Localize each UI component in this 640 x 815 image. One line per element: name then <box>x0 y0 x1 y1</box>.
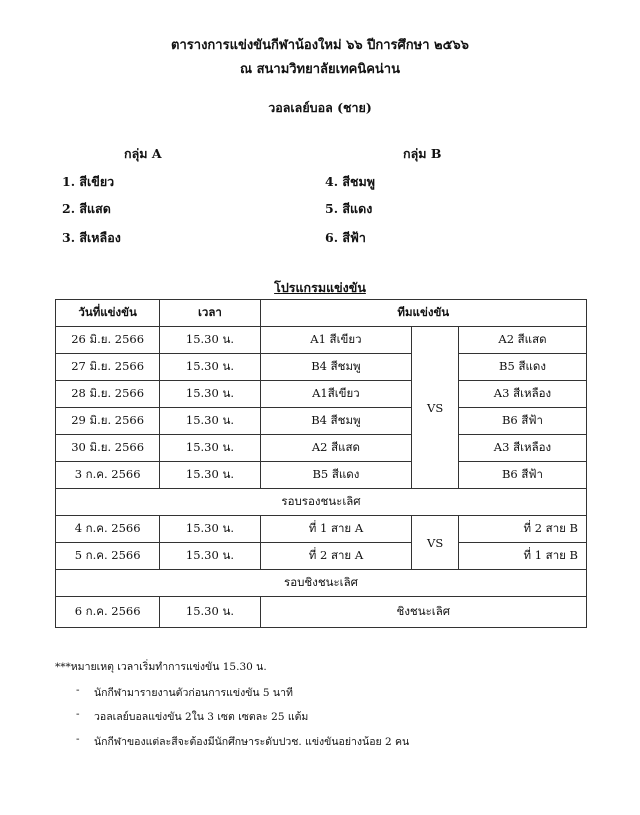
match-date: 4 ก.ค. 2566 <box>56 516 160 543</box>
group-b-team: 6. สีฟ้า <box>325 230 366 245</box>
group-a-team: 1. สีเขียว <box>62 174 115 189</box>
table-row <box>56 435 587 462</box>
match-date: 5 ก.ค. 2566 <box>56 543 160 570</box>
match-time: 15.30 น. <box>160 435 260 462</box>
group-a-title: กลุ่ม A <box>124 146 162 161</box>
bullet-dash: - <box>76 684 80 696</box>
away-team: A3 สีเหลือง <box>458 381 586 408</box>
home-team: B4 สีชมพู <box>260 408 412 435</box>
match-date: 26 มิ.ย. 2566 <box>56 327 160 354</box>
match-time: 15.30 น. <box>160 327 260 354</box>
table-row <box>56 543 587 570</box>
schedule-table <box>55 299 587 628</box>
home-team: ที่ 2 สาย A <box>260 543 412 570</box>
program-title: โปรแกรมแข่งขัน <box>274 280 366 295</box>
section-row-final <box>56 570 587 597</box>
match-time: 15.30 น. <box>160 543 260 570</box>
final-label: ชิงชนะเลิศ <box>260 597 586 628</box>
match-date: 28 มิ.ย. 2566 <box>56 381 160 408</box>
home-team: A1 สีเขียว <box>260 327 412 354</box>
col-header-date: วันที่แข่งขัน <box>56 300 160 327</box>
table-row <box>56 516 587 543</box>
match-time: 15.30 น. <box>160 516 260 543</box>
section-row-semifinal <box>56 489 587 516</box>
bullet-dash: - <box>76 733 80 745</box>
vs-label: VS <box>412 327 459 489</box>
match-time: 15.30 น. <box>160 381 260 408</box>
table-header-row <box>56 300 587 327</box>
col-header-teams: ทีมแข่งขัน <box>260 300 586 327</box>
group-a-team: 3. สีเหลือง <box>62 230 121 245</box>
group-b-title: กลุ่ม B <box>403 146 442 161</box>
final-title: รอบชิงชนะเลิศ <box>56 570 587 597</box>
away-team: B5 สีแดง <box>458 354 586 381</box>
semifinal-title: รอบรองชนะเลิศ <box>56 489 587 516</box>
away-team: B6 สีฟ้า <box>458 408 586 435</box>
match-date: 6 ก.ค. 2566 <box>56 597 160 628</box>
note-item: นักกีฬาของแต่ละสีจะต้องมีนักศึกษาระดับปวช. แข่งขันอย่างน้อย 2 คน <box>94 736 410 748</box>
match-time: 15.30 น. <box>160 408 260 435</box>
bullet-dash: - <box>76 708 80 720</box>
away-team: A3 สีเหลือง <box>458 435 586 462</box>
document-title: ตารางการแข่งขันกีฬาน้องใหม่ ๖๖ ปีการศึกษา ๒๕๖๖ <box>171 38 469 53</box>
away-team: ที่ 1 สาย B <box>458 543 586 570</box>
document-venue: ณ สนามวิทยาลัยเทคนิคน่าน <box>239 62 400 77</box>
match-date: 27 มิ.ย. 2566 <box>56 354 160 381</box>
note-item: วอลเลย์บอลแข่งขัน 2ใน 3 เซต เซตละ 25 แต้ม <box>94 711 309 723</box>
table-row <box>56 408 587 435</box>
notes-heading: ***หมายเหตุ เวลาเริ่มทำการแข่งขัน 15.30 น. <box>55 661 267 673</box>
table-row <box>56 381 587 408</box>
away-team: ที่ 2 สาย B <box>458 516 586 543</box>
away-team: A2 สีแสด <box>458 327 586 354</box>
table-row <box>56 597 587 628</box>
match-time: 15.30 น. <box>160 597 260 628</box>
match-time: 15.30 น. <box>160 354 260 381</box>
table-row <box>56 354 587 381</box>
match-date: 30 มิ.ย. 2566 <box>56 435 160 462</box>
home-team: A1สีเขียว <box>260 381 412 408</box>
table-row <box>56 327 587 354</box>
group-a-team: 2. สีแสด <box>62 201 111 216</box>
vs-label: VS <box>412 516 459 570</box>
table-row <box>56 462 587 489</box>
home-team: B4 สีชมพู <box>260 354 412 381</box>
group-b-team: 5. สีแดง <box>325 201 373 216</box>
col-header-time: เวลา <box>160 300 260 327</box>
home-team: B5 สีแดง <box>260 462 412 489</box>
sport-title: วอลเลย์บอล (ชาย) <box>268 100 372 115</box>
away-team: B6 สีฟ้า <box>458 462 586 489</box>
note-item: นักกีฬามารายงานตัวก่อนการแข่งขัน 5 นาที <box>94 687 293 699</box>
match-time: 15.30 น. <box>160 462 260 489</box>
home-team: A2 สีแสด <box>260 435 412 462</box>
home-team: ที่ 1 สาย A <box>260 516 412 543</box>
group-b-team: 4. สีชมพู <box>325 174 375 189</box>
match-date: 3 ก.ค. 2566 <box>56 462 160 489</box>
match-date: 29 มิ.ย. 2566 <box>56 408 160 435</box>
